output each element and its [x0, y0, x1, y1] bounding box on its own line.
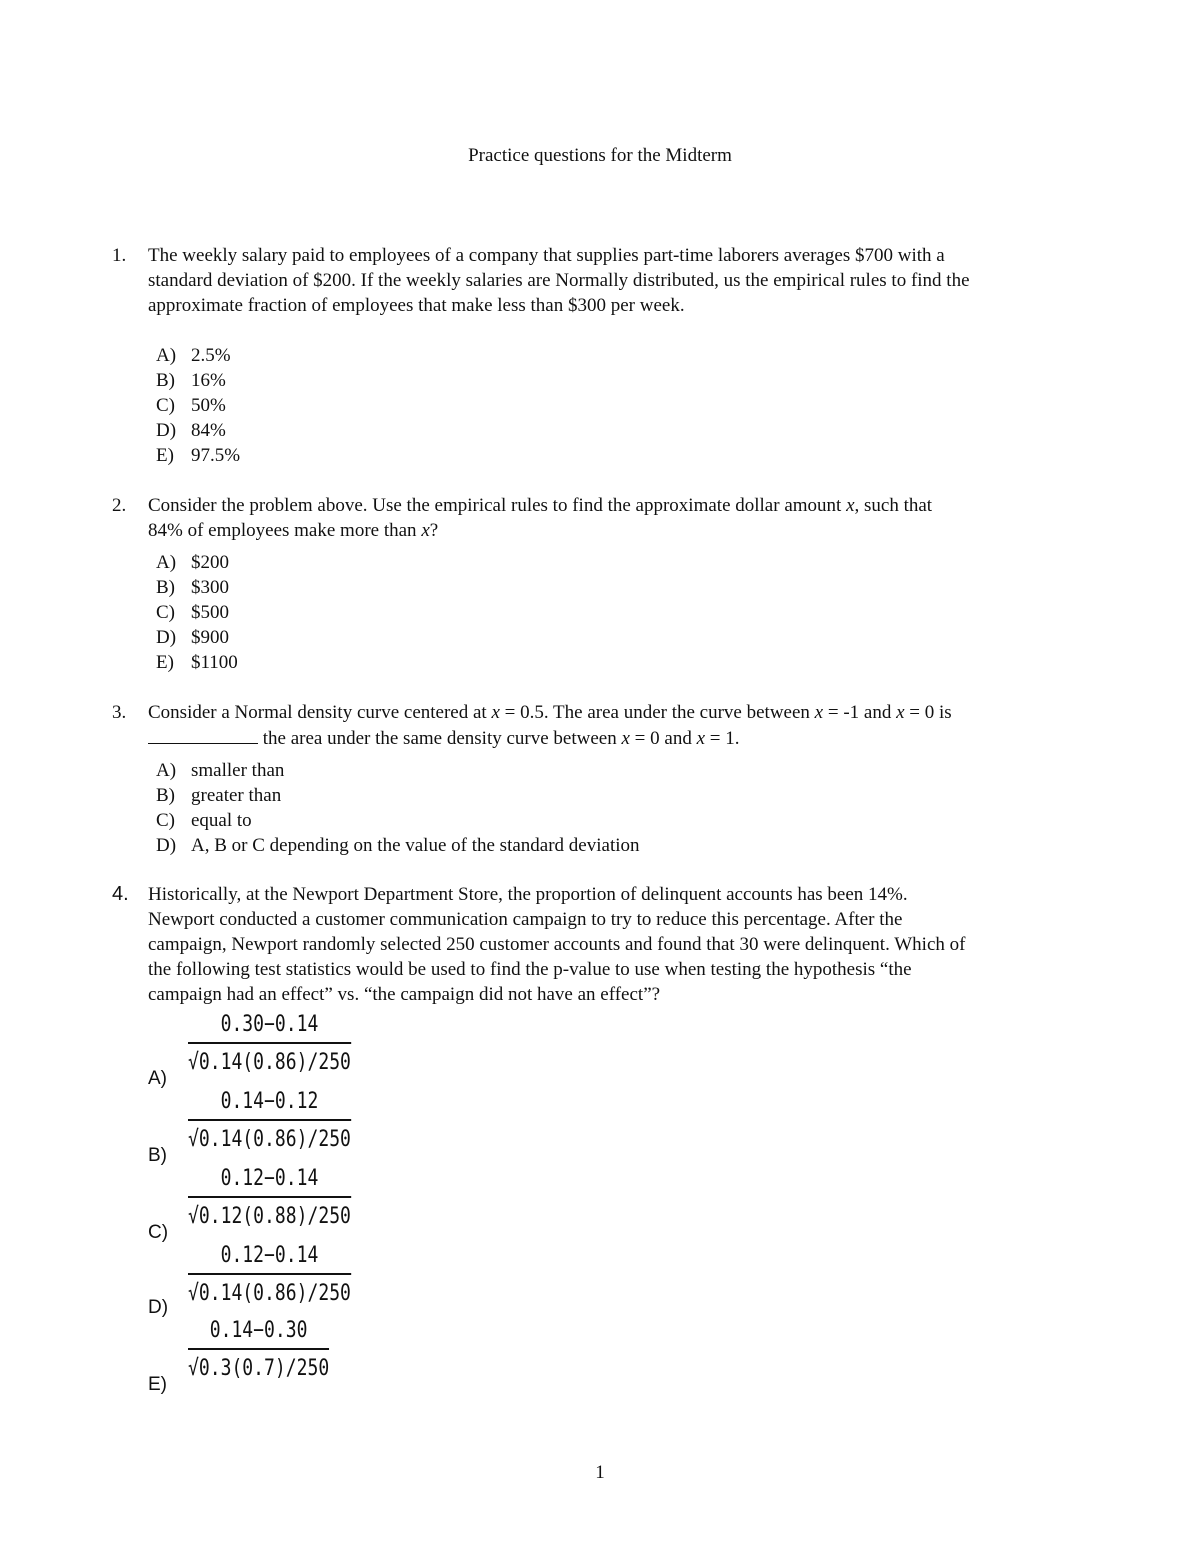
option-a[interactable] — [156, 343, 240, 368]
fraction-numerator: 0.14−0.30 — [209, 1318, 308, 1343]
variable-x: x — [491, 702, 500, 723]
question-line: campaign had an effect” vs. “the campaign did not have an effect”? — [148, 984, 661, 1005]
question-text — [148, 243, 1092, 318]
fraction-numerator: 0.12−0.14 — [220, 1243, 319, 1268]
option-a[interactable] — [156, 758, 640, 783]
option-b[interactable] — [156, 368, 240, 393]
option-label: C) — [156, 602, 175, 623]
option-text: $900 — [191, 627, 229, 648]
option-e[interactable] — [156, 650, 238, 675]
text-run: Consider a Normal density curve centered at — [148, 702, 492, 723]
option-text: A, B or C depending on the value of the standard deviation — [191, 835, 640, 856]
option-c[interactable] — [156, 393, 240, 418]
option-text: $1100 — [191, 652, 238, 673]
option-label: B) — [148, 1145, 167, 1166]
question-number: 2. — [112, 495, 127, 516]
question-3 — [112, 700, 1092, 751]
option-d[interactable] — [156, 418, 240, 443]
text-run: Consider the problem above. Use the empirical rules to find the approximate dollar amount — [148, 495, 847, 516]
fraction-denominator: √0.14(0.86)/250 — [188, 1050, 351, 1075]
fraction — [188, 1166, 351, 1230]
variable-x: x — [896, 702, 905, 723]
question-2 — [112, 493, 1092, 543]
option-label: C) — [148, 1222, 169, 1243]
option-label: E) — [148, 1374, 167, 1395]
variable-x: x — [421, 520, 430, 541]
question-3-options — [156, 758, 640, 858]
question-4 — [112, 882, 1092, 1007]
question-line — [148, 725, 1092, 751]
question-number: 4. — [112, 883, 129, 905]
option-d[interactable] — [156, 833, 640, 858]
option-text: equal to — [191, 810, 252, 831]
fraction — [188, 1243, 351, 1307]
option-c[interactable] — [156, 808, 640, 833]
question-line: approximate fraction of employees that make less than $300 per week. — [148, 295, 685, 316]
option-text: $200 — [191, 552, 229, 573]
question-1-options — [156, 343, 240, 468]
option-label: D) — [156, 627, 177, 648]
text-run: = 0.5. The area under the curve between — [499, 702, 815, 723]
variable-x: x — [696, 728, 706, 749]
option-text: smaller than — [191, 760, 285, 781]
answer-blank — [148, 725, 258, 744]
option-text: 16% — [191, 370, 226, 391]
option-b[interactable] — [156, 575, 238, 600]
question-number: 3. — [112, 702, 127, 723]
fraction-bar — [188, 1273, 351, 1275]
question-line: the following test statistics would be used to find the p-value to use when testing the hypothesis “the — [148, 959, 912, 980]
question-line — [148, 700, 1092, 725]
option-d[interactable] — [156, 625, 238, 650]
option-label: B) — [156, 577, 175, 598]
fraction-numerator: 0.14−0.12 — [220, 1089, 319, 1114]
fraction-denominator: √0.3(0.7)/250 — [188, 1356, 330, 1381]
fraction-numerator: 0.30−0.14 — [220, 1012, 319, 1037]
option-text: 2.5% — [191, 345, 231, 366]
option-b[interactable] — [156, 783, 640, 808]
fraction-bar — [188, 1042, 351, 1044]
option-e[interactable] — [156, 443, 240, 468]
text-run: 84% of employees make more than — [148, 520, 422, 541]
question-text — [148, 700, 1092, 751]
fraction — [188, 1318, 329, 1382]
page-title: Practice questions for the Midterm — [468, 145, 732, 166]
option-label: C) — [156, 810, 175, 831]
fraction — [188, 1089, 351, 1153]
option-text: 97.5% — [191, 445, 241, 466]
question-line: campaign, Newport randomly selected 250 customer accounts and found that 30 were delinquent. Which of — [148, 934, 966, 955]
option-label: C) — [156, 395, 175, 416]
fraction-bar — [188, 1348, 329, 1350]
question-line: Newport conducted a customer communication campaign to try to reduce this percentage. After the — [148, 909, 903, 930]
text-run: ? — [429, 520, 439, 541]
question-2-options — [156, 550, 238, 675]
variable-x: x — [846, 495, 855, 516]
question-number: 1. — [112, 245, 127, 266]
text-run: , such that — [854, 495, 933, 516]
option-label: B) — [156, 370, 175, 391]
variable-x: x — [621, 728, 630, 749]
option-text: $500 — [191, 602, 229, 623]
page-number: 1 — [595, 1462, 605, 1483]
question-text — [148, 493, 1092, 543]
option-label: E) — [156, 652, 174, 673]
option-label: A) — [156, 552, 177, 573]
option-text: 84% — [191, 420, 226, 441]
fraction-denominator: √0.12(0.88)/250 — [188, 1204, 351, 1229]
option-label: D) — [148, 1297, 169, 1318]
fraction-bar — [188, 1196, 351, 1198]
question-line — [148, 493, 1092, 518]
fraction-denominator: √0.14(0.86)/250 — [188, 1127, 351, 1152]
option-text: $300 — [191, 577, 229, 598]
question-1 — [112, 243, 1092, 318]
question-text — [148, 882, 1092, 1007]
option-label: D) — [156, 420, 177, 441]
option-text: 50% — [191, 395, 226, 416]
option-text: greater than — [191, 785, 282, 806]
fraction-bar — [188, 1119, 351, 1121]
option-label: A) — [156, 760, 177, 781]
option-label: B) — [156, 785, 175, 806]
question-line: Historically, at the Newport Department Store, the proportion of delinquent accounts has been 14%. — [148, 884, 908, 905]
option-label: A) — [148, 1068, 167, 1089]
text-run: = 0 and — [629, 728, 697, 749]
text-run: = -1 and — [823, 702, 897, 723]
text-run: = 0 is — [904, 702, 952, 723]
option-label: D) — [156, 835, 177, 856]
option-label: E) — [156, 445, 174, 466]
fraction-numerator: 0.12−0.14 — [220, 1166, 319, 1191]
text-run: the area under the same density curve between — [258, 728, 622, 749]
option-label: A) — [156, 345, 177, 366]
question-line: standard deviation of $200. If the weekly salaries are Normally distributed, us the empirical rules to find the — [148, 270, 970, 291]
fraction-denominator: √0.14(0.86)/250 — [188, 1281, 351, 1306]
option-c[interactable] — [156, 600, 238, 625]
question-line — [148, 518, 1092, 543]
fraction — [188, 1012, 351, 1076]
text-run: = 1. — [705, 728, 740, 749]
option-a[interactable] — [156, 550, 238, 575]
question-line: The weekly salary paid to employees of a company that supplies part-time laborers averages $700 with a — [148, 245, 945, 266]
variable-x: x — [814, 702, 824, 723]
